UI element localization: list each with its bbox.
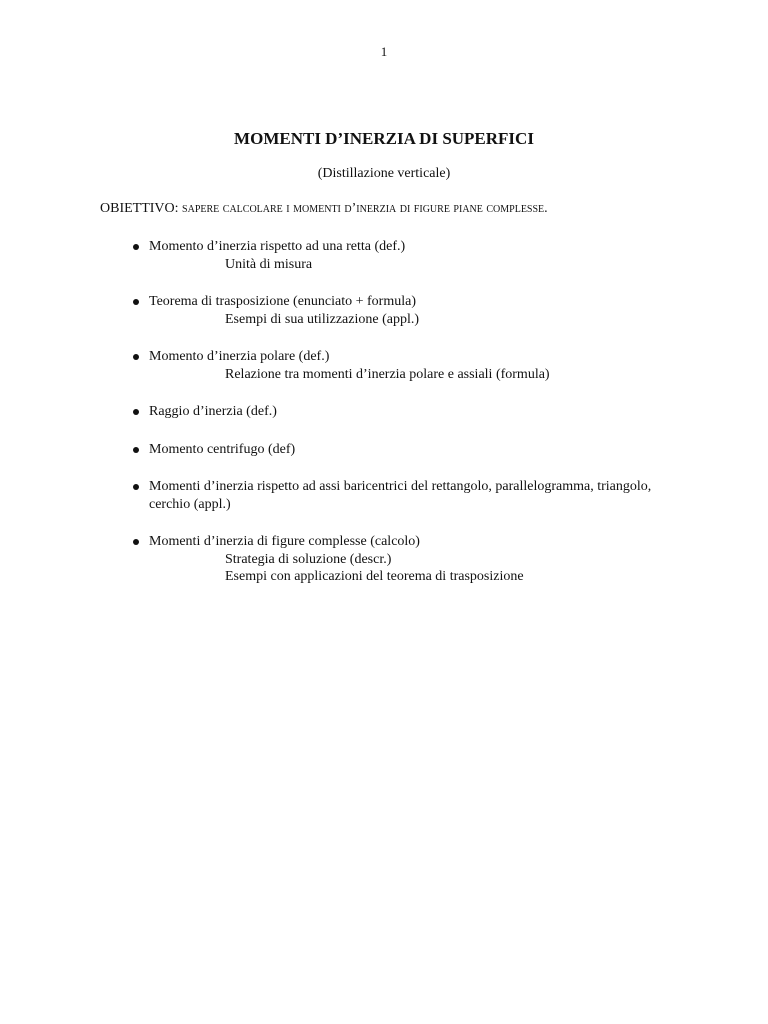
topic-item [100,533,680,586]
topic-main-text: Momenti d’inerzia di figure complesse (calcolo) [149,534,420,549]
bullet-icon [133,484,139,490]
topic-item [100,293,680,328]
topic-item [100,441,680,459]
objective-text: sapere calcolare i momenti d’inerzia di figure piane complesse. [182,201,548,216]
topic-main-text: Teorema di trasposizione (enunciato + formula) [149,294,416,309]
topic-sub-text: Esempi di sua utilizzazione (appl.) [225,311,419,327]
objective-line [100,201,548,217]
topic-main-text: Momento d’inerzia rispetto ad una retta (def.) [149,239,406,254]
topic-main-text: Momento centrifugo (def) [149,441,296,457]
topic-sub-text: Relazione tra momenti d’inerzia polare e assiali (formula) [225,366,550,382]
page-number: 1 [380,44,388,59]
document-subtitle: (Distillazione verticale) [317,166,451,181]
topic-main-text: Raggio d’inerzia (def.) [149,404,277,419]
objective-label: OBIETTIVO: [100,201,179,216]
topic-list [100,238,680,606]
topic-sub-text: Strategia di soluzione (descr.) [225,551,392,567]
document-title: MOMENTI D’INERZIA DI SUPERFICI [234,129,534,148]
topic-main-text: Momenti d’inerzia rispetto ad assi baricentrici del rettangolo, parallelogramma, triangolo, cerchio (appl.) [149,479,652,512]
topic-sub-text: Unità di misura [225,256,313,272]
bullet-icon [133,354,139,360]
topic-sub-text: Esempi con applicazioni del teorema di trasposizione [225,569,524,584]
topic-main-text: Momento d’inerzia polare (def.) [149,349,330,364]
topic-item [100,403,680,421]
topic-item [100,478,680,513]
bullet-icon [133,447,139,453]
topic-item [100,348,680,383]
bullet-icon [133,409,139,415]
bullet-icon [133,299,139,305]
bullet-icon [133,539,139,545]
topic-item [100,238,680,273]
bullet-icon [133,244,139,250]
